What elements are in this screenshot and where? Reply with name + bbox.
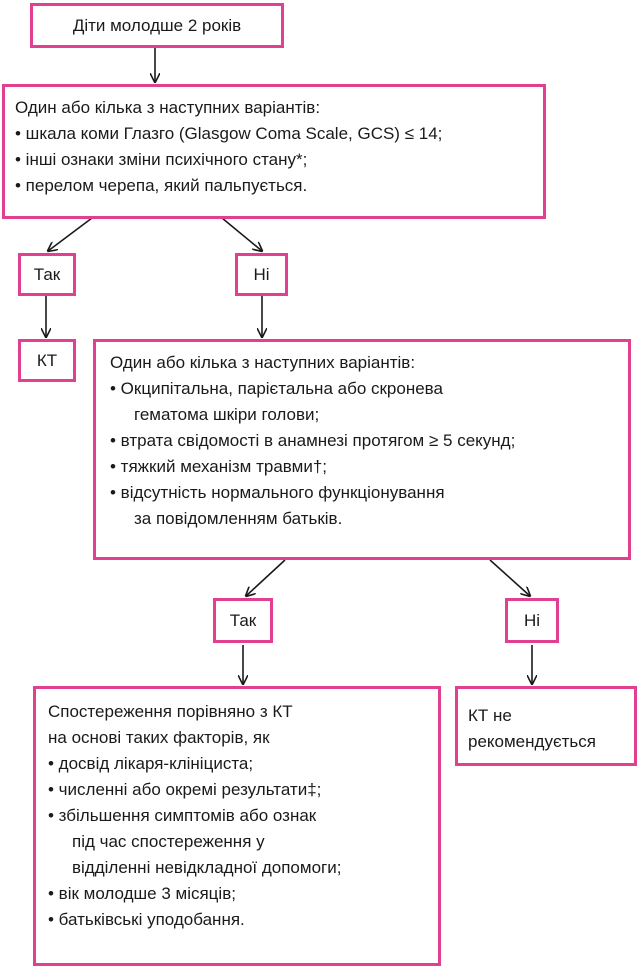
arrow-criteria2-to-yes2 [246,560,285,596]
yes2-node [213,598,273,643]
start-node [30,3,284,48]
ct-not-recommended-line: КТ не [468,706,512,725]
start-node-label: Діти молодше 2 років [72,15,242,35]
criteria1-node [2,84,546,219]
criteria1-item: • шкала коми Глазго (Glasgow Coma Scale, GCS) ≤ 14; [15,124,443,143]
observation-heading: Спостереження порівняно з КТ [48,702,293,721]
arrow-criteria1-to-yes1 [48,218,92,251]
criteria2-line: • втрата свідомості в анамнезі протягом ≥ 5 секунд; [110,431,516,450]
yes1-node [18,253,76,296]
ct-not-recommended-node [455,686,637,766]
observation-line: • вік молодше 3 місяців; [48,884,236,903]
observation-node [33,686,441,966]
no1-node [235,253,288,296]
criteria2-node [93,339,631,560]
observation-line: під час спостереження у [72,832,265,851]
no2-node [505,598,559,643]
observation-line: • збільшення симптомів або ознак [48,806,317,825]
criteria2-heading: Один або кілька з наступних варіантів: [110,353,416,372]
criteria2-line: • відсутність нормального функціонування [110,483,445,502]
observation-heading: на основі таких факторів, як [48,728,270,747]
yes1-label: Так [33,264,61,284]
no1-label: Ні [253,264,270,284]
arrow-criteria2-to-no2 [490,560,530,596]
criteria1-item: • інші ознаки зміни психічного стану*; [15,150,308,169]
criteria2-line: • Окципітальна, парієтальна або скронева [110,379,443,398]
observation-line: • численні або окремі результати‡; [48,780,322,799]
observation-line: • батьківські уподобання. [48,910,245,929]
ct-node [18,339,76,382]
ct-label: КТ [36,350,58,370]
observation-line: відділенні невідкладної допомоги; [72,858,342,877]
criteria2-line: • тяжкий механізм травми†; [110,457,327,476]
criteria2-line: за повідомленням батьків. [134,509,343,528]
observation-line: • досвід лікаря-клініциста; [48,754,254,773]
criteria2-line: гематома шкіри голови; [134,405,320,424]
arrow-criteria1-to-no1 [222,218,262,251]
yes2-label: Так [229,610,257,630]
criteria1-heading: Один або кілька з наступних варіантів: [15,98,321,117]
criteria1-item: • перелом черепа, який пальпується. [15,176,308,195]
ct-not-recommended-line: рекомендується [468,732,596,751]
no2-label: Ні [523,610,541,630]
